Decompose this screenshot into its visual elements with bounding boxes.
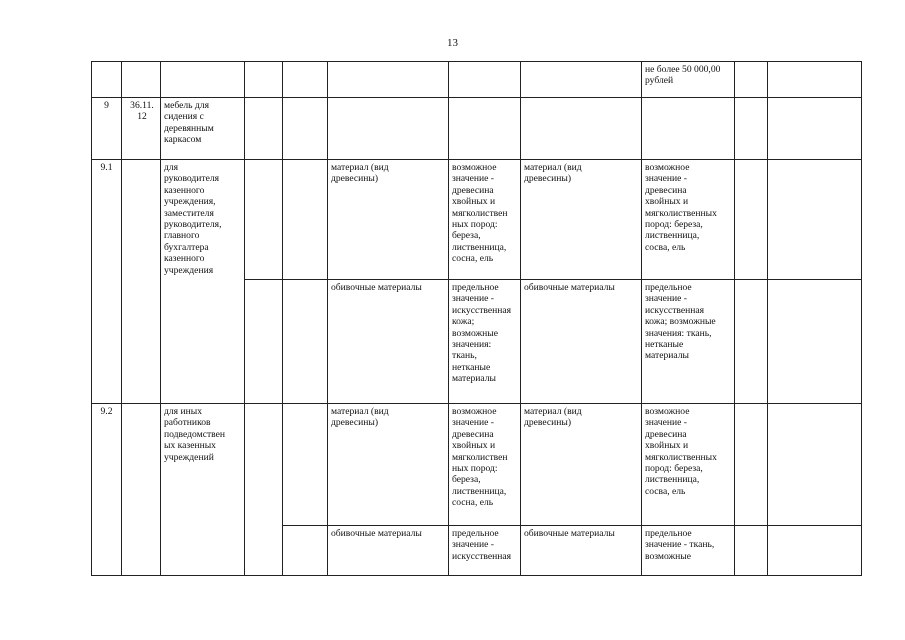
cell-unit-name [283,98,328,160]
cell-code: 36.11. 12 [122,98,161,160]
table-row [92,98,862,160]
cell-function [768,98,862,160]
table-row [92,62,862,98]
cell-unit-name [283,160,328,280]
cell-num: 9 [92,98,122,160]
cell-characteristic: материал (вид древесины) [328,404,449,526]
cell-function [768,526,862,576]
cell-unit-code [245,62,283,98]
cell-unit-code [245,280,283,404]
cell-unit-name [283,404,328,526]
cell-function [768,160,862,280]
cell-justification [735,404,768,526]
cell-characteristic: материал (вид древесины) [328,160,449,280]
cell-value: предельное значение - искусственная [449,526,521,576]
cell-unit-code [245,160,283,280]
cell-unit-name [283,280,328,404]
cell-name: для иных работников подведомствен ых казенных учреждений [161,404,245,576]
cell-justification [735,98,768,160]
cell-num [92,62,122,98]
cell-justification [735,526,768,576]
requirements-table [91,61,862,576]
cell-value-2 [642,98,735,160]
cell-code [122,62,161,98]
cell-value [449,62,521,98]
cell-characteristic-2 [521,62,642,98]
cell-name: мебель для сидения с деревянным каркасом [161,98,245,160]
cell-characteristic: обивочные материалы [328,526,449,576]
cell-characteristic [328,98,449,160]
page-number: 13 [447,37,458,49]
cell-code [122,404,161,576]
cell-unit-name [283,62,328,98]
cell-function [768,62,862,98]
cell-justification [735,62,768,98]
cell-characteristic-2: материал (вид древесины) [521,404,642,526]
cell-characteristic-2: обивочные материалы [521,526,642,576]
cell-value: возможное значение - древесина хвойных и мягколиствен ных пород: береза, лиственница, сосна, ель [449,160,521,280]
table-row [92,160,862,280]
cell-justification [735,160,768,280]
cell-characteristic-2: обивочные материалы [521,280,642,404]
cell-unit-code [245,98,283,160]
cell-num: 9.1 [92,160,122,404]
cell-justification [735,280,768,404]
cell-unit-code [245,404,283,576]
cell-value-2: предельное значение - ткань, возможные [642,526,735,576]
cell-characteristic-2 [521,98,642,160]
cell-characteristic: обивочные материалы [328,280,449,404]
cell-value-2: не более 50 000,00 рублей [642,62,735,98]
cell-value-2: возможное значение - древесина хвойных и мягколиственных пород: береза, лиственница, сосва, ель [642,160,735,280]
cell-code [122,160,161,404]
cell-value [449,98,521,160]
cell-value-2: возможное значение - древесина хвойных и мягколиственных пород: береза, лиственница, сосва, ель [642,404,735,526]
table-row [92,404,862,526]
cell-characteristic [328,62,449,98]
cell-name [161,62,245,98]
cell-num: 9.2 [92,404,122,576]
cell-unit-name [283,526,328,576]
cell-characteristic-2: материал (вид древесины) [521,160,642,280]
cell-function [768,404,862,526]
cell-function [768,280,862,404]
cell-value: предельное значение - искусственная кожа; возможные значения: ткань, нетканые материалы [449,280,521,404]
cell-value-2: предельное значение - искусственная кожа; возможные значения: ткань, нетканые материалы [642,280,735,404]
cell-name: для руководителя казенного учреждения, заместителя руководителя, главного бухгалтера казенного учреждения [161,160,245,404]
cell-value: возможное значение - древесина хвойных и мягколиствен ных пород: береза, лиственница, сосна, ель [449,404,521,526]
